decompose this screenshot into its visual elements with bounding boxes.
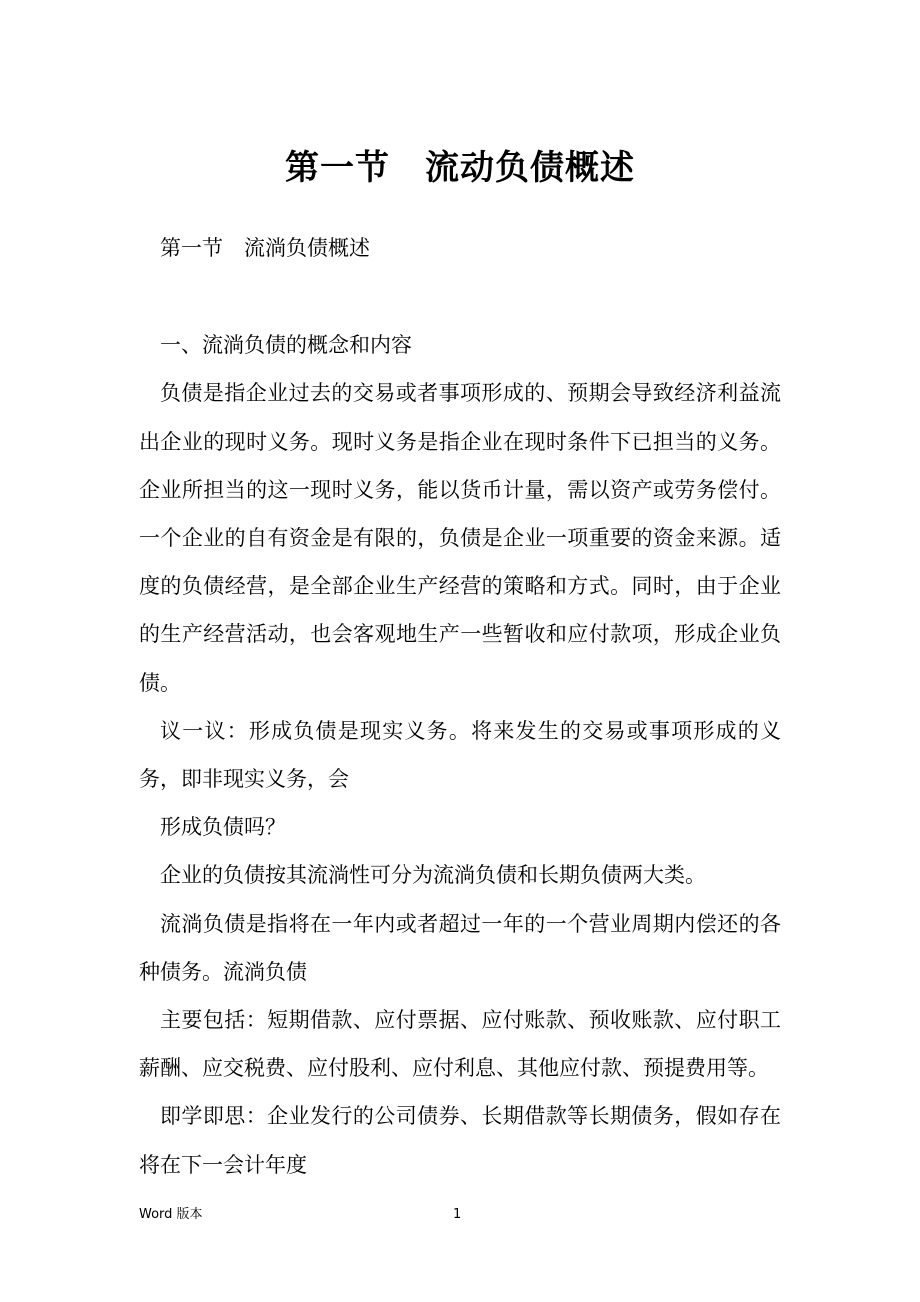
section-heading: 第一节 流淌负债概述 xyxy=(160,236,370,260)
subsection-heading: 一、流淌负债的概念和内容 xyxy=(160,333,412,358)
document-title: 第一节 流动负债概述 xyxy=(285,148,635,188)
paragraph-think: 即学即思：企业发行的公司债券、长期借款等长期债务，假如存在将在下一会计年度 xyxy=(139,1104,781,1177)
paragraph-definition: 负债是指企业过去的交易或者事项形成的、预期会导致经济利益流出企业的现时义务。现时义务是指企业在现时条件下已担当的义务。企业所担当的这一现时义务，能以货币计量，需以资产或劳务偿付。一个企业的自有资金是有限的，负债是企业一项重要的资金来源。适度的负债经营，是全部企业生产经营的策略和方式。同时，由于企业的生产经营活动，也会客观地生产一些暂收和应付款项，形成企业负债。 xyxy=(139,381,781,695)
footer-page-number: 1 xyxy=(453,1207,462,1222)
blank-line xyxy=(139,272,781,321)
paragraph-discussion: 议一议：形成负债是现实义务。将来发生的交易或事项形成的义务，即非现实义务，会 xyxy=(139,718,781,792)
paragraph-main-items: 主要包括：短期借款、应付票据、应付账款、预收账款、应付职工薪酬、应交税费、应付股利、应付利息、其他应付款、预提费用等。 xyxy=(139,1008,781,1081)
paragraph-question: 形成负债吗？ xyxy=(160,815,286,840)
paragraph-current-liabilities: 流淌负债是指将在一年内或者超过一年的一个营业周期内偿还的各种债务。流淌负债 xyxy=(139,911,781,984)
document-body xyxy=(139,224,781,1189)
footer-word-version: Word 版本 xyxy=(139,1207,203,1222)
paragraph-classification: 企业的负债按其流淌性可分为流淌负债和长期负债两大类。 xyxy=(160,863,706,888)
